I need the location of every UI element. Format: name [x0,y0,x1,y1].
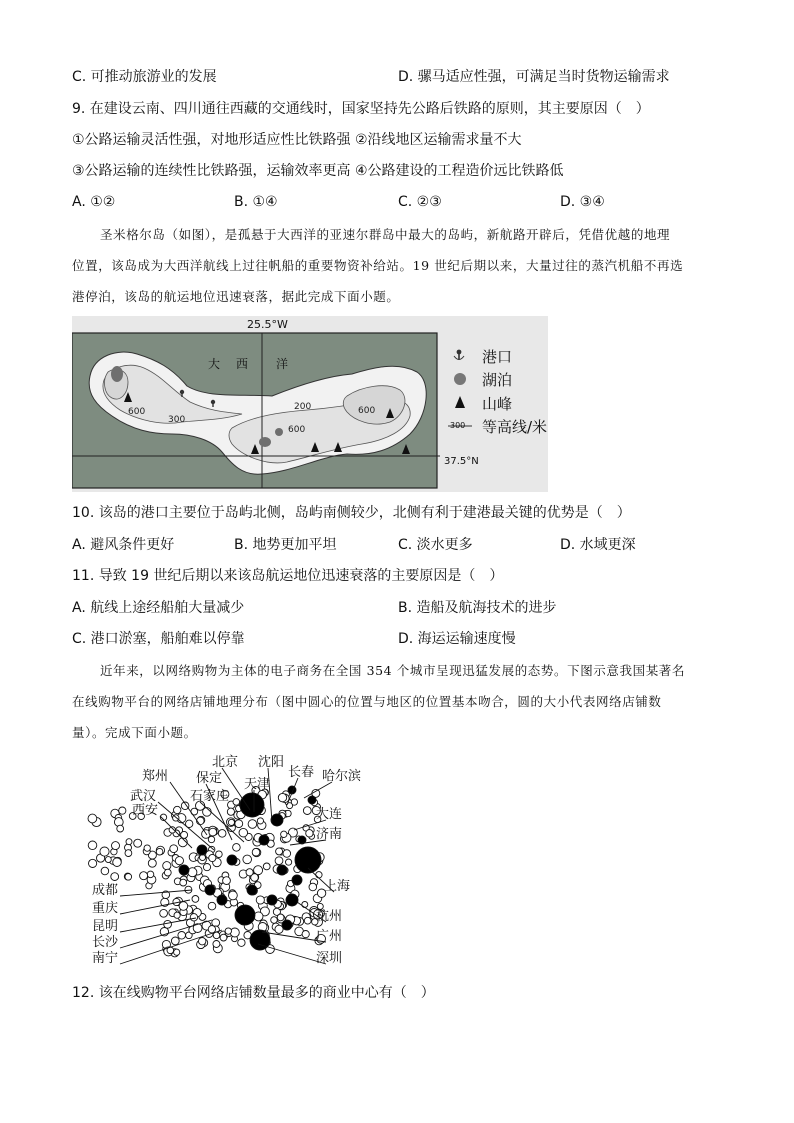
city-label: 保定 [196,771,223,786]
shop-bubble [283,850,291,858]
shop-bubble [292,875,302,885]
q8-option-d: D. 骡马适应性强，可满足当时货物运输需求 [398,69,670,85]
shop-bubble [174,806,181,813]
q8-option-c: C. 可推动旅游业的发展 [72,69,217,85]
shop-bubble [148,859,156,867]
q9-line1: ①公路运输灵活性强，对地形适应性比铁路强 ②沿线地区运输需求量不大 [72,132,522,148]
shop-bubble [125,850,132,857]
shop-bubble [112,842,120,850]
shop-bubble [286,859,292,865]
city-label: 石家庄 [190,789,230,804]
shop-bubble [316,872,322,878]
shop-bubble [197,845,207,855]
shop-bubble [304,917,311,924]
shop-bubble [203,864,210,871]
legend-port: 港口 [482,348,513,366]
shop-bubble [175,857,183,865]
shop-bubble [302,902,308,908]
lake-icon [111,366,123,382]
shop-bubble [277,865,287,875]
shop-bubble [164,869,171,876]
shop-bubble [263,863,270,870]
city-label: 天津 [244,777,271,792]
shop-bubble [282,920,292,930]
q11-option-c: C. 港口淤塞，船舶难以停靠 [72,631,245,647]
shop-bubble [225,928,231,934]
shop-bubble [278,793,286,801]
legend-peak: 山峰 [482,395,513,413]
sea-label: 西 [236,357,249,371]
passage1-line2: 位置，该岛成为大西洋航线上过往帆船的重要物资补给站。19 世纪后期以来，大量过往的蒸汽机船不再选 [72,258,684,273]
shop-bubble [309,883,317,891]
leader-line [120,930,222,964]
shop-bubble [213,941,220,948]
shop-bubble [117,825,124,832]
shop-bubble-map [72,750,392,972]
city-label: 深圳 [316,951,343,966]
shop-bubble [277,914,284,921]
island-map [72,316,548,492]
shop-bubble [227,855,237,865]
shop-bubble [252,848,260,856]
shop-bubble [190,914,197,921]
shop-bubble [89,859,97,867]
sea-label: 洋 [276,357,289,371]
shop-bubble [247,885,257,895]
shop-bubble [179,865,189,875]
shop-bubble [119,807,126,814]
shop-bubble [160,909,168,917]
shop-bubble [281,831,287,837]
leader-line [120,890,192,896]
city-label: 长春 [288,765,315,780]
shop-bubble [111,873,119,881]
q9-line2: ③公路运输的连续性比铁路强，运输效率更高 ④公路建设的工程造价远比铁路低 [72,163,564,179]
shop-bubble [259,835,269,845]
city-label: 北京 [212,755,239,770]
shop-bubble [208,836,214,842]
shop-bubble [101,867,109,875]
shop-bubble [205,885,215,895]
shop-bubble [229,891,238,900]
shop-bubble [233,844,241,852]
legend-contour: 等高线/米 [482,418,548,436]
shop-bubble [147,871,154,878]
q9-option-d: D. ③④ [560,194,605,210]
shop-bubble [223,877,231,885]
city-label: 郑州 [142,769,169,784]
shop-bubble [271,814,283,826]
shop-bubble [170,845,178,853]
shop-bubble [156,848,163,855]
city-label: 广州 [316,929,343,944]
q10-option-b: B. 地势更加平坦 [234,537,337,553]
shop-bubble [275,857,283,865]
passage2-line3: 量）。完成下面小题。 [72,725,197,740]
q11-option-d: D. 海运运输速度慢 [398,631,516,647]
passage1-line1: 圣米格尔岛（如图），是孤悬于大西洋的亚速尔群岛中最大的岛屿，新航路开辟后，凭借优越的地理 [100,227,671,242]
shop-bubble [208,902,216,910]
passage2-line2: 在线购物平台的网络店铺地理分布（图中圆心的位置与地区的位置基本吻合，圆的大小代表网络店铺数 [72,694,662,709]
shop-bubble [233,799,240,806]
shop-bubble [88,841,97,850]
shop-bubble [171,937,179,945]
shop-bubble [306,830,313,837]
sea-label: 大 [208,357,221,371]
shop-bubble [308,796,316,804]
contour-label: 200 [294,402,312,412]
city-label: 哈尔滨 [322,769,362,784]
shop-bubble [276,848,283,855]
q9-option-b: B. ①④ [234,194,278,210]
shop-bubble [178,932,186,940]
passage1-line3: 港停泊，该岛的航运地位迅速衰落，据此完成下面小题。 [72,289,400,304]
shop-bubble [164,920,172,928]
meridian-label: 25.5°W [247,318,288,331]
q11-option-a: A. 航线上途经船舶大量减少 [72,600,245,616]
shop-bubble [286,894,298,906]
parallel-label: 37.5°N [444,456,479,467]
shop-bubble [256,896,264,904]
shop-bubble [140,872,148,880]
shop-bubble [169,827,175,833]
q9-option-a: A. ①② [72,194,116,210]
shop-bubble [235,905,255,925]
shop-bubble [174,912,180,918]
shop-bubble [144,845,150,851]
contour-label: 600 [128,407,146,417]
shop-bubble [267,895,277,905]
shop-bubble [227,808,234,815]
q10-option-a: A. 避风条件更好 [72,537,175,553]
city-label: 武汉 [130,789,157,804]
q9-stem: 9. 在建设云南、四川通往西藏的交通线时，国家坚持先公路后铁路的原则，其主要原因（ ） [72,101,650,117]
shop-bubble [200,855,206,861]
shop-bubble [199,938,206,945]
q10-option-d: D. 水域更深 [560,537,636,553]
q12-stem: 12. 该在线购物平台网络店铺数量最多的商业中心有（ ） [72,985,435,1001]
shop-bubble [271,917,278,924]
shop-bubble [217,895,227,905]
shop-bubble [105,857,111,863]
city-label: 杭州 [316,909,343,924]
lake-icon [275,428,283,436]
city-label: 重庆 [92,901,119,916]
shop-bubble [192,896,199,903]
q10-stem: 10. 该岛的港口主要位于岛屿北侧，岛屿南侧较少，北侧有利于建港最关键的优势是（ ） [72,505,631,521]
shop-bubble [239,828,248,837]
shop-bubble [235,820,243,828]
shop-bubble [248,820,257,829]
city-label: 昆明 [92,919,119,934]
shop-bubble [134,839,142,847]
shop-bubble [163,862,171,870]
city-label: 西安 [132,803,159,818]
shop-bubble [240,793,264,817]
passage2-line1: 近年来，以网络购物为主体的电子商务在全国 354 个城市呈现迅猛发展的态势。下图示意我国某著名 [100,663,686,678]
shop-bubble [228,819,234,825]
legend-lake: 湖泊 [482,371,513,389]
q9-option-c: C. ②③ [398,194,442,210]
contour-label: 300 [168,415,186,425]
shop-bubble [303,807,311,815]
city-label: 长沙 [92,935,119,950]
q10-option-c: C. 淡水更多 [398,537,473,553]
q11-stem: 11. 导致 19 世纪后期以来该岛航运地位迅速衰落的主要原因是（ ） [72,568,504,584]
city-label: 成都 [92,883,119,898]
city-label: 沈阳 [258,755,285,770]
shop-bubble [216,851,223,858]
shop-bubble [88,814,97,823]
city-label: 大连 [316,807,343,822]
shop-bubble [295,847,321,873]
shop-bubble [180,879,187,886]
shop-bubble [208,926,215,933]
contour-label: 600 [288,425,306,435]
shop-bubble [218,830,226,838]
contour-label: 600 [358,406,376,416]
shop-bubble [246,869,253,876]
shop-bubble [243,855,252,864]
city-label: 济南 [316,827,343,842]
shop-bubble [209,854,216,861]
city-label: 南宁 [92,951,119,966]
shop-bubble [126,839,132,845]
shop-bubble [302,931,309,938]
shop-bubble [100,847,109,856]
shop-bubble [209,828,217,836]
legend-contour-sample: 300 [450,421,466,430]
shop-bubble [238,939,245,946]
city-label: 上海 [324,879,351,894]
shop-bubble [113,858,122,867]
q11-option-b: B. 造船及航海技术的进步 [398,600,557,616]
shop-bubble [213,932,220,939]
shop-bubble [220,934,227,941]
shop-bubble [125,874,132,881]
shop-bubble [174,949,180,955]
shop-bubble [203,808,212,817]
shop-bubble [257,818,263,824]
lake-icon [454,373,466,385]
leader-line [120,918,196,932]
lake-icon [259,437,271,447]
